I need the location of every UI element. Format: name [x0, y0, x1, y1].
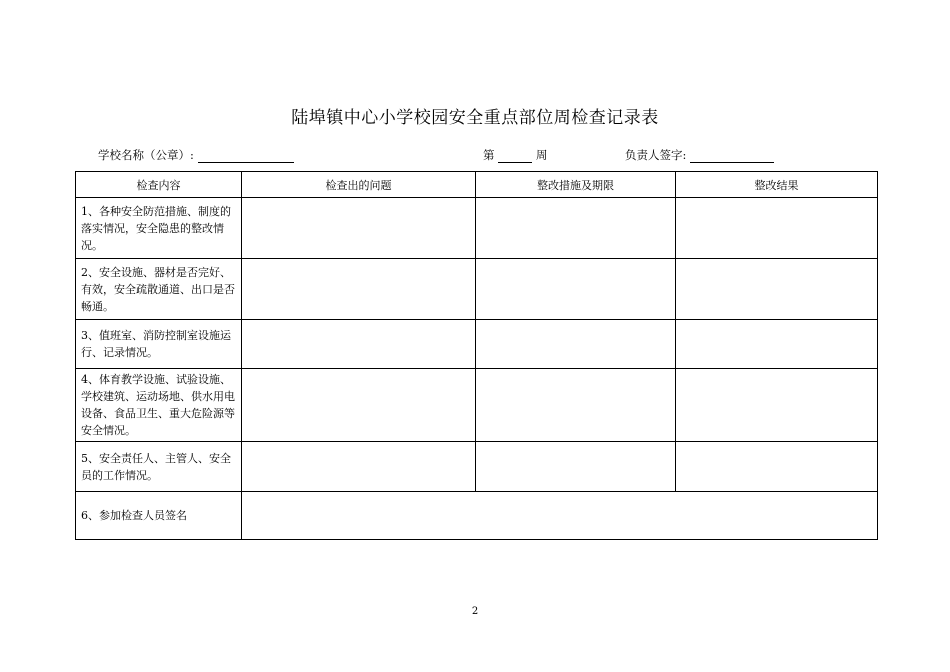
check-content-cell — [76, 320, 242, 369]
signature-label: 6、参加检查人员签名 — [81, 509, 187, 522]
check-item-text: 3、值班室、消防控制室设施运行、记录情况。 — [81, 329, 231, 359]
problems-cell[interactable] — [242, 442, 476, 492]
result-cell[interactable] — [676, 369, 878, 442]
week-number-blank[interactable] — [498, 150, 532, 163]
page-title: 陆埠镇中心小学校园安全重点部位周检查记录表 — [291, 108, 659, 128]
table-row — [76, 442, 878, 492]
page-number: 2 — [471, 606, 479, 617]
header-check-content: 检查内容 — [76, 172, 242, 198]
problems-cell[interactable] — [242, 259, 476, 320]
header-rectification-measures: 整改措施及期限 — [476, 172, 676, 198]
result-cell[interactable] — [676, 259, 878, 320]
header-rectification-result: 整改结果 — [676, 172, 878, 198]
result-cell[interactable] — [676, 320, 878, 369]
signature-cell[interactable] — [242, 492, 878, 540]
check-content-cell — [76, 442, 242, 492]
measures-cell[interactable] — [476, 198, 676, 259]
result-cell[interactable] — [676, 442, 878, 492]
measures-cell[interactable] — [476, 369, 676, 442]
school-name-field — [98, 147, 294, 163]
school-name-blank[interactable] — [198, 150, 294, 163]
problems-cell[interactable] — [242, 369, 476, 442]
check-content-cell — [76, 198, 242, 259]
table-row — [76, 259, 878, 320]
week-suffix: 周 — [535, 148, 548, 162]
measures-cell[interactable] — [476, 442, 676, 492]
signer-label: 负责人签字: — [625, 148, 687, 162]
check-content-cell — [76, 259, 242, 320]
table-row — [76, 198, 878, 259]
check-item-text: 5、安全责任人、主管人、安全员的工作情况。 — [81, 451, 231, 482]
signer-field — [625, 147, 774, 163]
table-row — [76, 369, 878, 442]
table-header-row — [76, 172, 878, 198]
check-content-cell — [76, 369, 242, 442]
check-item-text: 2、安全设施、器材是否完好、有效，安全疏散通道、出口是否畅通。 — [81, 265, 235, 313]
week-field — [483, 147, 547, 163]
signature-label-cell — [76, 492, 242, 540]
signer-blank[interactable] — [690, 150, 774, 163]
check-item-text: 1、各种安全防范措施、制度的落实情况，安全隐患的整改情况。 — [81, 204, 231, 252]
table-row — [76, 320, 878, 369]
problems-cell[interactable] — [242, 198, 476, 259]
inspection-table — [75, 171, 878, 540]
measures-cell[interactable] — [476, 320, 676, 369]
measures-cell[interactable] — [476, 259, 676, 320]
week-prefix: 第 — [483, 148, 495, 162]
school-name-label: 学校名称（公章）: — [98, 148, 194, 162]
problems-cell[interactable] — [242, 320, 476, 369]
check-item-text: 4、体育教学设施、试验设施、学校建筑、运动场地、供水用电设备、食品卫生、重大危险源等安全情况。 — [81, 373, 235, 437]
result-cell[interactable] — [676, 198, 878, 259]
signature-row — [76, 492, 878, 540]
header-problems-found: 检查出的问题 — [242, 172, 476, 198]
